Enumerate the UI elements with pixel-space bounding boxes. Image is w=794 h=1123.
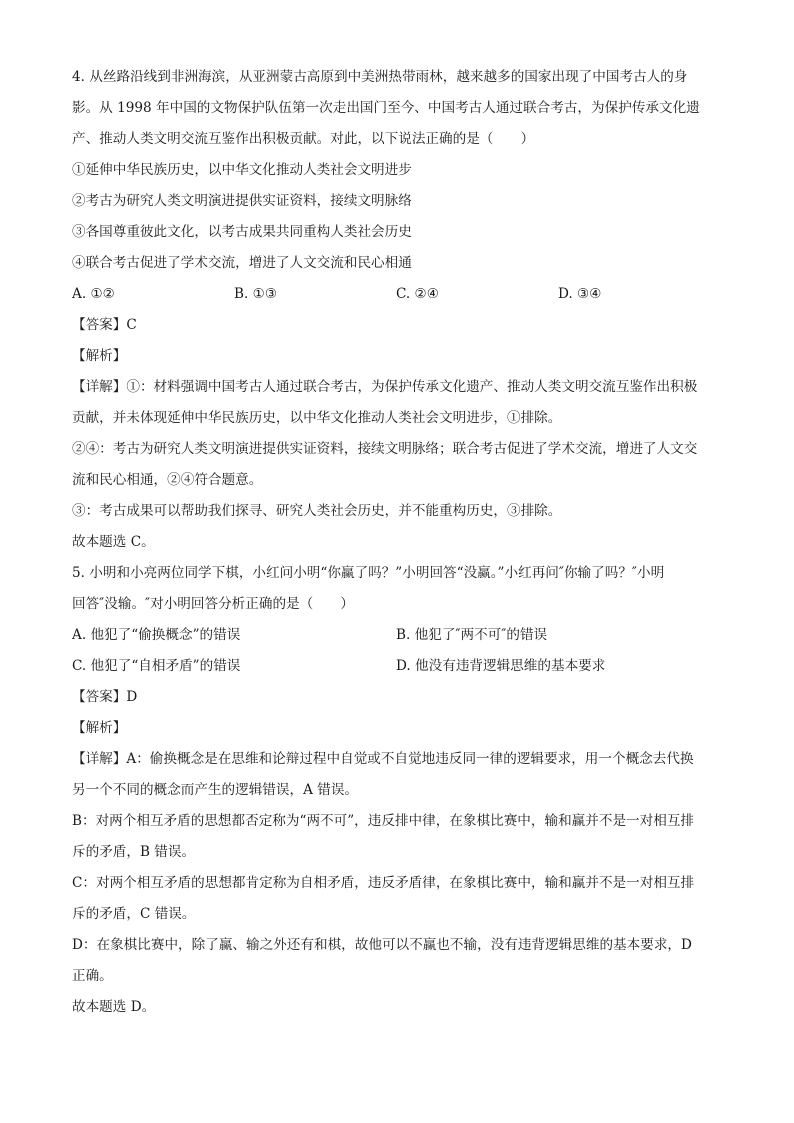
q4-conclusion: 故本题选 C。 [72,534,155,550]
question-4 [72,62,732,558]
q5-analysis-label: 【解析】 [72,720,127,736]
q4-item: ③各国尊重彼此文化，以考古成果共同重构人类社会历史 [72,224,412,240]
document-page [72,62,732,1023]
q4-option-c: C. ②④ [396,286,439,302]
q4-options [72,279,732,310]
q5-detail-line: 【详解】A：偷换概念是在思维和论辩过程中自觉或不自觉地违反同一律的逻辑要求，用一个概念去代换 [72,751,694,767]
q4-option-b: B. ①③ [234,286,278,302]
q5-option-c: C. 他犯了“自相矛盾”的错误 [72,658,241,674]
q4-detail-line: 流和民心相通，②④符合题意。 [72,472,263,488]
q5-detail-line: D：在象棋比赛中，除了赢、输之外还有和棋，故他可以不赢也不输，没有违背逻辑思维的基本要求，D [72,937,692,953]
q4-stem-line: 4. 从丝路沿线到非洲海滨，从亚洲蒙古高原到中美洲热带雨林，越来越多的国家出现了中国考古人的身 [72,69,688,85]
q5-detail-line: 斥的矛盾，B 错误。 [72,844,196,860]
q5-stem-line: 5. 小明和小亮两位同学下棋，小红问小明“你赢了吗？”小明回答“没赢。”小红再问″你输了吗？″小明 [72,565,665,581]
q4-detail-line: ③：考古成果可以帮助我们探寻、研究人类社会历史，并不能重构历史，③排除。 [72,503,562,519]
q4-item: ④联合考古促进了学术交流，增进了人文交流和民心相通 [72,255,412,271]
q5-option-b: B. 他犯了″两不可″的错误 [396,627,548,643]
q4-item: ①延伸中华民族历史，以中华文化推动人类社会文明进步 [72,162,412,178]
q5-options-row-2 [72,651,732,682]
q5-conclusion: 故本题选 D。 [72,999,156,1015]
q5-detail-line: 斥的矛盾，C 错误。 [72,906,196,922]
q5-options-row-1 [72,620,732,651]
q5-detail-line: 正确。 [72,968,113,984]
q5-detail-line: C：对两个相互矛盾的思想都肯定称为自相矛盾，违反矛盾律，在象棋比赛中，输和赢并不是一对相互排 [72,875,695,891]
q5-option-d: D. 他没有违背逻辑思维的基本要求 [396,658,606,674]
q5-detail-line: 另一个不同的概念而产生的逻辑错误，A 错误。 [72,782,359,798]
q4-answer: 【答案】C [72,317,137,333]
q5-stem-line: 回答″没输。″对小明回答分析正确的是（ ） [72,596,355,612]
question-5 [72,558,732,1023]
q4-option-d: D. ③④ [558,286,602,302]
q4-detail-line: ②④：考古为研究人类文明演进提供实证资料，接续文明脉络；联合考古促进了学术交流，增进了人文交 [72,441,698,457]
q4-detail-line: 贡献，并未体现延伸中华民族历史，以中华文化推动人类社会文明进步，①排除。 [72,410,562,426]
q4-item: ②考古为研究人类文明演进提供实证资料，接续文明脉络 [72,193,412,209]
q4-detail-line: 【详解】①：材料强调中国考古人通过联合考古，为保护传承文化遗产、推动人类文明交流互鉴作出积极 [72,379,698,395]
q5-detail-line: B：对两个相互矛盾的思想都否定称为“两不可”，违反排中律，在象棋比赛中，输和赢并不是一对相互排 [72,813,695,829]
q4-option-a: A. ①② [72,286,115,302]
q4-stem-line: 产、推动人类文明交流互鉴作出积极贡献。对此，以下说法正确的是（ ） [72,131,535,147]
q4-analysis-label: 【解析】 [72,348,127,364]
q5-option-a: A. 他犯了“偷换概念”的错误 [72,627,241,643]
q4-stem-line: 影。从 1998 年中国的文物保护队伍第一次走出国门至今、中国考古人通过联合考古，为保护传承文化遗 [72,100,700,116]
q5-answer: 【答案】D [72,689,138,705]
